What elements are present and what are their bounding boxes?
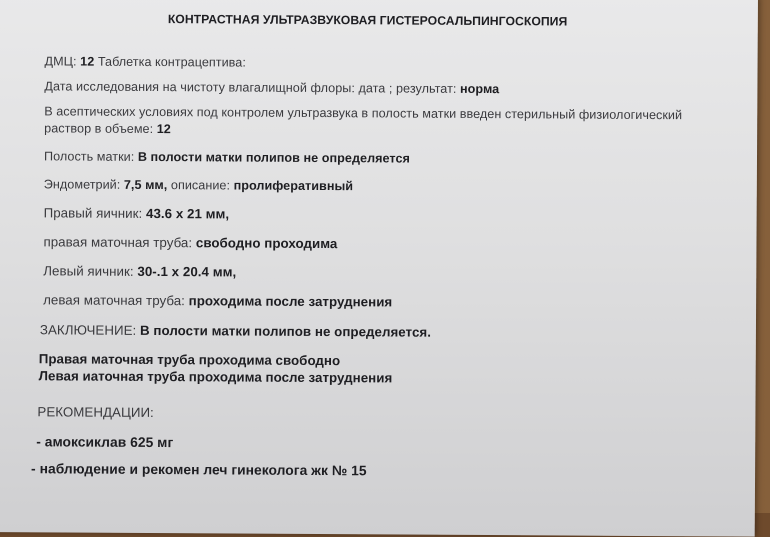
recommendations-label: РЕКОМЕНДАЦИИ:: [37, 404, 154, 421]
conclusion-value: В полости матки полипов не определяется.: [140, 322, 432, 340]
cavity-label: Полость матки:: [43, 149, 135, 164]
right-ovary-row: [44, 205, 230, 221]
left-ovary-label: Левый яичник:: [43, 263, 134, 279]
document-title: КОНТРАСТНАЯ УЛЬТРАЗВУКОВАЯ ГИСТЕРОСАЛЬПИНГОСКОПИЯ: [167, 12, 568, 29]
conclusion-right-tube: Правая маточная труба проходима свободно: [38, 351, 341, 369]
right-ovary-value: 43.6 х 21 мм,: [145, 205, 230, 222]
endometrium-row: [44, 177, 353, 193]
dmc-value: 12: [80, 54, 95, 69]
recommendation-item-2: [31, 461, 367, 478]
right-ovary-label: Правый яичник:: [43, 205, 143, 221]
endometrium-desc-label: описание:: [170, 178, 231, 193]
conclusion-left-tube: Левая иаточная труба проходима после затруднения: [38, 368, 393, 386]
endometrium-label: Эндометрий:: [43, 177, 121, 192]
dmc-rest: Таблетка контрацептива:: [97, 54, 246, 70]
left-tube-value: проходима после затруднения: [188, 293, 393, 310]
dmc-label: ДМЦ:: [44, 54, 77, 69]
cavity-row: [44, 149, 410, 165]
flora-label: Дата исследования на чистоту влагалищной флоры: дата ; результат:: [44, 79, 457, 96]
recommendation-item-1: [36, 434, 173, 450]
aseptic-line-1: В асептических условиях под контролем ультразвука в полость матки введен стерильный физиологический: [44, 104, 683, 123]
right-tube-row: [43, 234, 337, 251]
aseptic-line-2: [44, 121, 171, 136]
right-tube-label: правая маточная труба:: [43, 234, 193, 251]
conclusion-line-3: [39, 368, 393, 385]
aseptic-volume-value: 12: [156, 122, 171, 137]
recommendation-item-1-text: - амоксиклав 625 мг: [36, 434, 174, 451]
right-tube-value: свободно проходима: [195, 235, 338, 252]
left-ovary-row: [43, 263, 236, 279]
left-tube-label: левая маточная труба:: [43, 292, 185, 309]
conclusion-line-2: [39, 351, 341, 368]
cavity-value: В полости матки полипов не определяется: [137, 149, 410, 166]
dmc-row: [45, 54, 246, 69]
left-tube-row: [43, 292, 392, 309]
flora-row: [44, 79, 499, 96]
recommendation-item-2-text: - наблюдение и рекомен леч гинеколога жк № 15: [31, 461, 367, 479]
left-ovary-value: 30-.1 х 20.4 мм,: [137, 263, 237, 280]
flora-value: норма: [459, 81, 500, 97]
aseptic-volume-label: раствор в объеме:: [44, 121, 154, 136]
conclusion-label: ЗАКЛЮЧЕНИЕ:: [39, 322, 137, 338]
endometrium-desc-value: пролиферативный: [233, 178, 354, 194]
conclusion-row: [40, 322, 431, 339]
endometrium-value: 7,5 мм,: [123, 177, 168, 193]
